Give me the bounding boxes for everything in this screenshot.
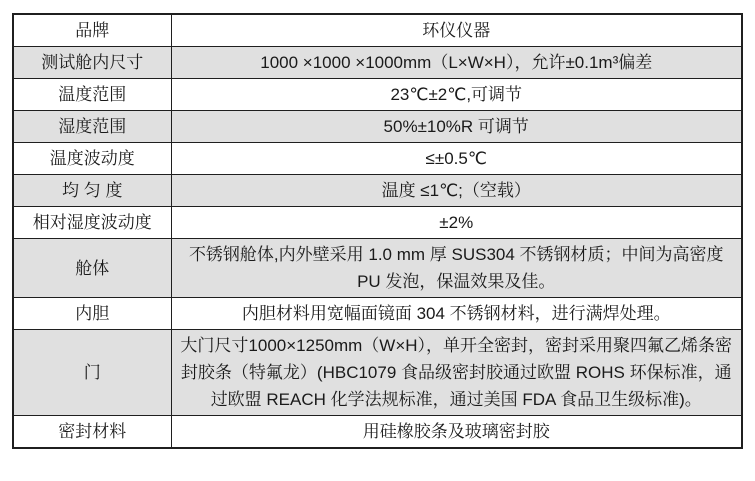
spec-label-cell: 均 匀 度: [13, 175, 171, 207]
table-row: [13, 111, 742, 143]
spec-value-cell: 1000 ×1000 ×1000mm（L×W×H），允许±0.1m³偏差: [171, 47, 742, 79]
spec-value-cell: 50%±10%R 可调节: [171, 111, 742, 143]
spec-label-cell: 湿度范围: [13, 111, 171, 143]
spec-table: [12, 13, 743, 449]
spec-value-cell: 温度 ≤1℃;（空载）: [171, 175, 742, 207]
spec-value-cell: 不锈钢舱体,内外壁采用 1.0 mm 厚 SUS304 不锈钢材质；中间为高密度 PU 发泡，保温效果及佳。: [171, 239, 742, 298]
table-row: [13, 47, 742, 79]
spec-label-cell: 门: [13, 330, 171, 416]
spec-label-cell: 品牌: [13, 14, 171, 47]
spec-label-cell: 内胆: [13, 298, 171, 330]
spec-value-cell: 环仪仪器: [171, 14, 742, 47]
table-row: [13, 416, 742, 449]
table-row: [13, 298, 742, 330]
spec-label-cell: 密封材料: [13, 416, 171, 449]
table-row: [13, 330, 742, 416]
spec-label-cell: 测试舱内尺寸: [13, 47, 171, 79]
spec-value-cell: 内胆材料用宽幅面镜面 304 不锈钢材料，进行满焊处理。: [171, 298, 742, 330]
spec-label-cell: 温度波动度: [13, 143, 171, 175]
table-row: [13, 175, 742, 207]
spec-label-cell: 相对湿度波动度: [13, 207, 171, 239]
table-row: [13, 143, 742, 175]
table-row: [13, 14, 742, 47]
spec-value-cell: ±2%: [171, 207, 742, 239]
spec-value-cell: 23℃±2℃,可调节: [171, 79, 742, 111]
spec-label-cell: 温度范围: [13, 79, 171, 111]
spec-label-cell: 舱体: [13, 239, 171, 298]
spec-table-body: [13, 14, 742, 448]
spec-value-cell: 用硅橡胶条及玻璃密封胶: [171, 416, 742, 449]
spec-value-cell: 大门尺寸1000×1250mm（W×H），单开全密封，密封采用聚四氟乙烯条密封胶条（特氟龙）(HBC1079 食品级密封胶通过欧盟 ROHS 环保标准，通过欧盟 REACH 化学法规标准，通过美国 FDA 食品卫生级标准)。: [171, 330, 742, 416]
table-row: [13, 79, 742, 111]
table-row: [13, 207, 742, 239]
spec-value-cell: ≤±0.5℃: [171, 143, 742, 175]
table-row: [13, 239, 742, 298]
